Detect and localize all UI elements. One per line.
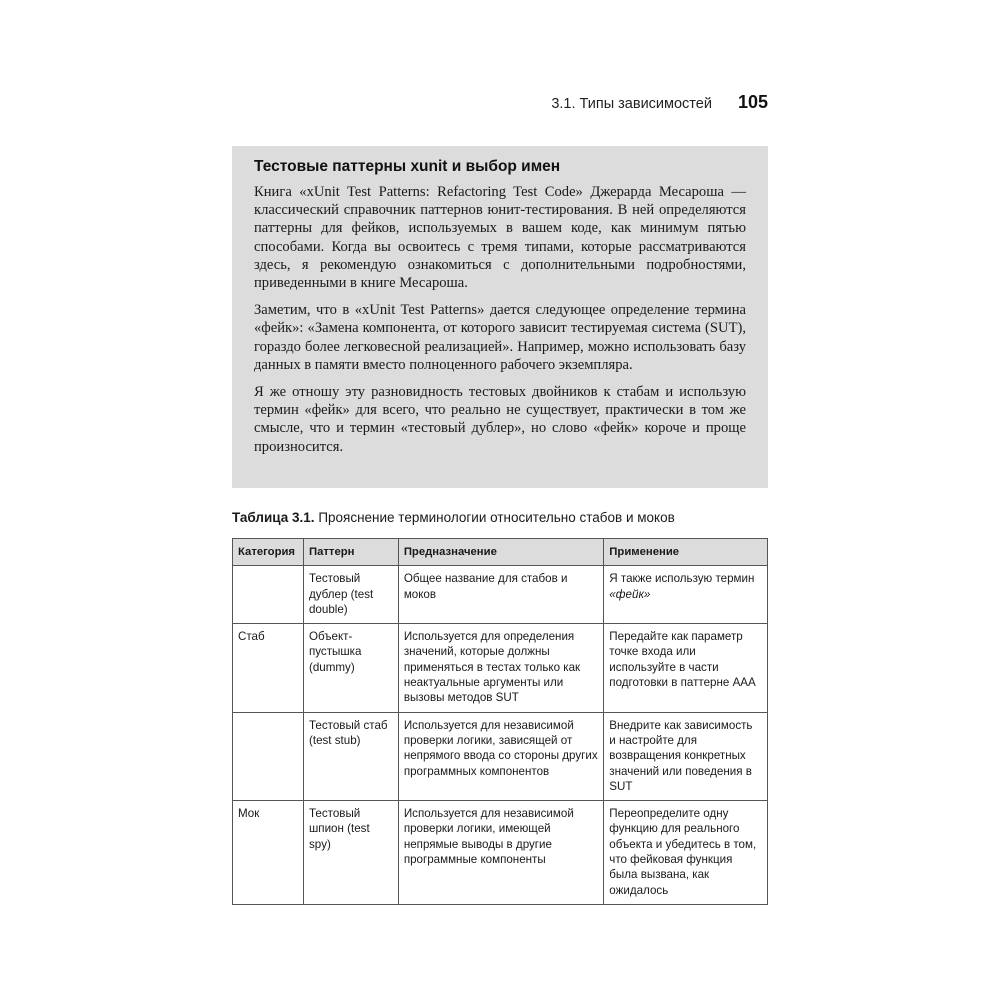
sidebar-paragraph-1: Книга «xUnit Test Patterns: Refactoring Test Code» Джерарда Месароша — классический справочник паттернов юнит-тестирования. В ней определяются паттерны для фейков, используемых в вашем коде, как минимум пятью способами. Когда вы освоитесь с тремя типами, которые рассматриваются здесь, я рекомендую ознакомиться с дополнительными подробностями, приведенными в книге Месароша. [254, 184, 746, 292]
table-header-row [233, 539, 768, 566]
header-category: Категория [233, 539, 304, 566]
category-cell [233, 566, 304, 624]
table-row [233, 566, 768, 624]
table-caption-text: Прояснение терминологии относительно стабов и моков [318, 510, 675, 525]
table-row [233, 712, 768, 800]
sidebar-paragraph-2: Заметим, что в «xUnit Test Patterns» дается следующее определение термина «фейк»: «Замена компонента, от которого зависит тестируемая система (SUT), гораздо более легковесной реализацией». Например, можно использовать базу данных в памяти вместо полноценного рабочего экземпляра. [254, 302, 746, 373]
table-caption-label: Таблица 3.1. [232, 510, 315, 525]
pattern-cell: Тестовый дублер (test double) [303, 566, 398, 624]
pattern-cell: Тестовый шпион (test spy) [303, 801, 398, 905]
purpose-cell: Используется для независимой проверки логики, имеющей непрямые выводы в другие программные компоненты [398, 801, 603, 905]
section-title: 3.1. Типы зависимостей [551, 96, 712, 112]
header-purpose: Предназначение [398, 539, 603, 566]
category-cell: Стаб [233, 624, 304, 712]
usage-cell [604, 566, 768, 624]
table-caption [232, 510, 768, 525]
sidebar-box [232, 146, 768, 488]
category-cell: Мок [233, 801, 304, 905]
header-pattern: Паттерн [303, 539, 398, 566]
purpose-cell: Используется для независимой проверки логики, зависящей от непрямого ввода со стороны других программных компонентов [398, 712, 603, 800]
usage-cell: Передайте как параметр точке входа или используйте в части подготовки в паттерне AAA [604, 624, 768, 712]
header-usage: Применение [604, 539, 768, 566]
sidebar-paragraph-3: Я же отношу эту разновидность тестовых двойников к стабам и использую термин «фейк» для всего, что реально не существует, практически в том же смысле, что и термин «тестовый дублер», но слово «фейк» короче и проще произносится. [254, 384, 746, 455]
usage-text: Я также использую термин [609, 572, 755, 586]
pattern-cell: Тестовый стаб (test stub) [303, 712, 398, 800]
terminology-table [232, 538, 768, 905]
usage-cell: Внедрите как зависимость и настройте для возвращения конкретных значений или поведения в SUT [604, 712, 768, 800]
sidebar-title: Тестовые паттерны xunit и выбор имен [254, 158, 561, 175]
usage-cell: Переопределите одну функцию для реального объекта и убедитесь в том, что фейковая функция была вызвана, как ожидалось [604, 801, 768, 905]
purpose-cell: Общее название для стабов и моков [398, 566, 603, 624]
table-row [233, 801, 768, 905]
usage-italic-term: «фейк» [609, 587, 651, 601]
purpose-cell: Используется для определения значений, которые должны применяться в тестах только как неактуальные аргументы или вызовы методов SUT [398, 624, 603, 712]
running-header [232, 92, 768, 113]
category-cell [233, 712, 304, 800]
pattern-cell: Объект-пустышка (dummy) [303, 624, 398, 712]
table-row [233, 624, 768, 712]
page-number: 105 [737, 92, 768, 112]
